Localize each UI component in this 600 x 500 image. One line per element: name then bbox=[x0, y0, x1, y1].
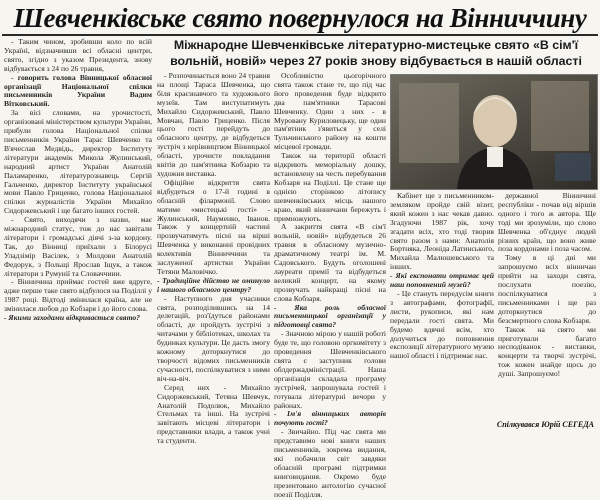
article-column-5 bbox=[498, 192, 596, 418]
c2-paragraph-3: - Наступного дня учасники свята, розподілившись на 14 делегацій, роз'їдуться районами області, де пройдуть зустрічі з читачами у бібліотеках, школах та будинках культури. Це дасть змогу кожному доторкнутися до творчості відомих письменників сучасності, поспілкуватися з ними віч-на-віч. bbox=[157, 293, 270, 383]
c2-paragraph-1: - Розпочинається воно 24 травня на площі Тараса Шевченка, що біля краєзнавчого та художнього музеїв. Там виступатимуть Михайло Сидоржевський, Павло Мовчан, Павло Гриценко. Після цього гості перейдуть до обласного центру, де відбудеться зустріч з керівництвом Вінницької області, урочисте покладання квітів до пам'ятника Кобзарю та художня виставка. bbox=[157, 71, 270, 178]
article-column-2 bbox=[157, 71, 270, 446]
c5-paragraph-1: державної Вінничині республіки - почав від віршів одного і того ж автора. Ще тоді ми зрозуміли, що слово Шевченка об'єднує людей різних країн, що воно живе поза кордонами і поза часом. bbox=[498, 191, 596, 254]
c3-paragraph-3: А закриття свята «В сім'ї вольній, новій» відбудеться 26 травня в обласному музично-драматичному театрі ім. М. Садовського. Будуть оголошені лауреати премії та відбудеться великий концерт, на якому прозвучать найкращі пісні на слова Кобзаря. bbox=[274, 222, 386, 303]
c3-paragraph-1: Особливістю цьогорічного свята також стане те, що під час його проведення буде відкрито два пам'ятники Тарасові Шевченку. Один з них - в Муровану Куриловецьку, ще один пам'ятник з'явиться у селі Тульчинського району на кошти місцевої громади. bbox=[274, 71, 386, 152]
c4-paragraph-1: Кабінет ще з письменником-земляком пройде свій візит, який кожен з нас чекав давно. Згадуючи 1987 рік, хочу згадати всіх, хто тоді творив свято разом з нами: Анатолія Бортняка, Леоніда Латинського, Михайла Малюшевського та інших. bbox=[390, 191, 494, 272]
c3-question-2: - Ім'я вінницьких авторів почують гості? bbox=[274, 409, 386, 428]
c5-paragraph-2: Тому в ці дні ми запрошуємо всіх вінничан прийти на заходи свята, послухати поезію, поспілкуватися з письменниками і ще раз доторкнутися до безсмертного слова Кобзаря. bbox=[498, 253, 596, 325]
article-headline: Шевченківське свято повернулося на Вінниччину bbox=[13, 3, 587, 33]
c4-question: - Які експонати отримає цей наш поповнений музей? bbox=[390, 271, 494, 290]
article-subhead: Міжнародне Шевченківське літературно-мистецьке свято «В сім'ї вольній, новій» через 27 років знову відбувається в нашій області bbox=[170, 38, 582, 68]
c3-paragraph-4: - Значною мірою у нашій роботі буде те, що головою оргкомітету з проведення Шевченківського свята є заступник голови облдержадміністрації. Наша організація складала програму зустрічей, запрошувала гостей і готувала літературні вечори у районах. bbox=[274, 329, 386, 410]
article-byline: Спілкувався Юрій СЕГЕДА bbox=[496, 420, 594, 429]
c2-paragraph-4: Серед них - Михайло Сидоржевський, Тетяна Шевчук, Анатолій Подолюк, Михайло Стельмах та інші. На зустрічі завітають місцеві літератори і представники влади, а також учні та студенти. bbox=[157, 382, 270, 446]
article-column-1 bbox=[4, 38, 152, 420]
c2-question: - Традиційне дійство не оминуло і нашого обласного центру? bbox=[157, 275, 270, 294]
c1-paragraph-1: За вісі словами, на урочистості, організовані міністерством культури України, прибули голова Національної спілки письменників України Тарас Шевченко та В'ячеслав Медвідь, директор Інституту літератури академік Микола Жулинський, народний артист України Анатолій Паламаренко, літературознавець Сергій Гальченко, директор Інституту української мови Павло Гриценко, голова Національної спілки журналістів України Михайло Сидоржевський і ще багато інших гостей. bbox=[4, 108, 152, 216]
c4-paragraph-2: - Це стануть передусім книги з автографами, фотографії, листи, рукописи, які нам передали гості свята. Ми будемо вдячні всім, хто долучиться до поповнення експозиції літературного музею нашої області і підтримає нас. bbox=[390, 288, 494, 361]
c1-question: - Якими заходами відкривається свято? bbox=[4, 313, 140, 323]
c3-paragraph-2: Також на території області відкриють меморіальну дошку, встановлену на честь перебування Кобзаря на Поділлі. Це стане ще однією сторінкою літопису шевченківських місць нашого краю, який вінничани бережуть і примножують. bbox=[274, 151, 386, 223]
c1-paragraph-3: - Вінничина приймає гостей вже вдруге, адже перше таке свято відбулося на Поділлі у 1987 році. Відтоді змінилася країна, але не змінилася любов до Кобзаря і до його слова. bbox=[4, 277, 152, 314]
article-column-4 bbox=[390, 192, 494, 420]
c1-lead: - говорить голова Вінницької обласної організації Національної спілки письменників України Вадим Вітковський. bbox=[4, 72, 152, 109]
c3-paragraph-5: - Звичайно. Під час свята ми представимо нові книги наших письменників, зокрема видання, які побачили світ завдяки обласній програмі підтримки книговидання. Окремо буде презентовано антологію сучасної поезії Поділля. bbox=[274, 427, 386, 499]
c5-paragraph-3: Також на свято ми приготували багато несподіванок - виставки, концерти та творчі зустрічі, тож кожен знайде щось до душі. Запрошуємо! bbox=[498, 324, 596, 379]
c1-intro: - Таким чином, зробивши коло по всій Україні, відзначивши всі обласні центри, свято, згідно з указом Президента, знову відбувається з 24 по 26 травня, bbox=[4, 37, 152, 73]
c2-paragraph-2: Офіційне відкриття свята відбудеться о 17-й годині в обласній філармонії. Слово матиме «мистецькі гості» - Жулинський, Науменко, Іванов. Також у концертній частині прозвучатимуть пісні на вірші Шевченка у виконанні провідних колективів Вінниччини та заслуженої артистки України Тетяни Маловічко. bbox=[157, 177, 270, 276]
c1-paragraph-2: - Свято, виходячи з назви, має міжнародний статус, тож до нас завітали літератори і громадські діячі з-за кордону. Так, до Вінниці приїхали з Білорусі Уладзімір Васілек, з Молдови Анатолій Федорук, з Польщі Ярослав Іщук, а також літератори з Румунії та Словаччини. bbox=[4, 215, 152, 278]
article-column-3 bbox=[274, 71, 386, 499]
c3-question-1: - Яка роль обласної письменницької організації у підготовці свята? bbox=[274, 302, 386, 330]
headline-rule bbox=[2, 34, 598, 36]
portrait-photo-icon bbox=[391, 75, 597, 189]
portrait-photo bbox=[390, 74, 598, 190]
